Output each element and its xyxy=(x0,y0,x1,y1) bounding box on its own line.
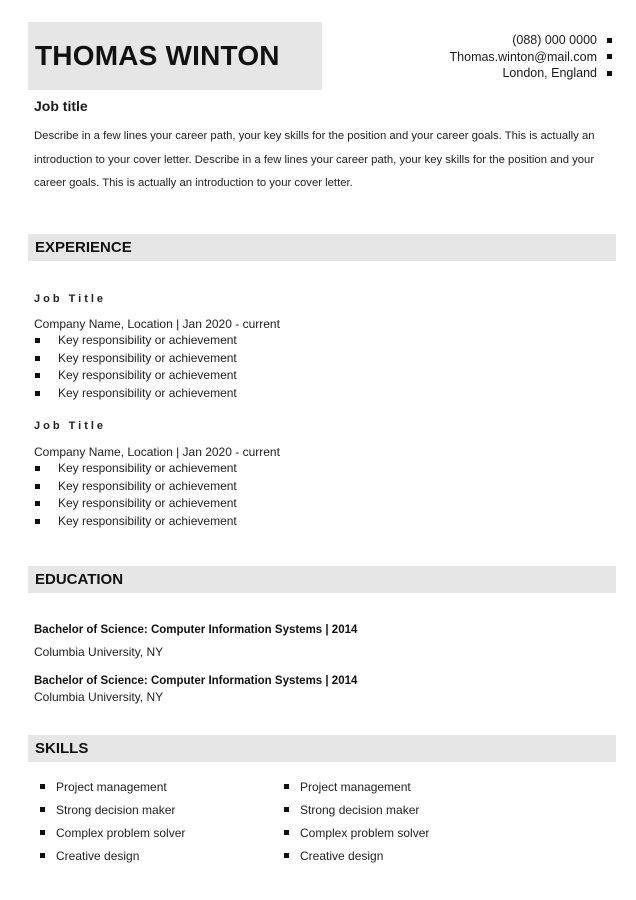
bullet-square-icon xyxy=(35,484,40,489)
list-item: Creative design xyxy=(36,845,185,868)
list-item: Project management xyxy=(280,776,429,799)
skills-heading: SKILLS xyxy=(35,740,89,757)
list-item: Key responsibility or achievement xyxy=(34,350,237,368)
job-1-title: Job Title xyxy=(34,293,107,305)
education-2-degree: Bachelor of Science: Computer Information Systems | 2014 xyxy=(34,675,358,687)
list-item: Creative design xyxy=(280,845,429,868)
bullet-square-icon xyxy=(35,466,40,471)
name-banner xyxy=(28,22,322,90)
skills-list-left xyxy=(36,776,185,868)
bullet-square-icon xyxy=(35,501,40,506)
candidate-name: THOMAS WINTON xyxy=(35,40,280,71)
skills-list-right xyxy=(280,776,429,868)
contact-location: London, England xyxy=(502,66,597,80)
bullet-square-icon xyxy=(284,784,289,789)
contact-phone-row xyxy=(450,32,612,49)
list-item: Key responsibility or achievement xyxy=(34,495,237,513)
skills-section-header xyxy=(28,735,616,762)
list-item: Key responsibility or achievement xyxy=(34,385,237,403)
list-item: Key responsibility or achievement xyxy=(34,332,237,350)
bullet-square-icon xyxy=(607,71,612,76)
education-2-school: Columbia University, NY xyxy=(34,690,164,704)
bullet-square-icon xyxy=(35,391,40,396)
list-item: Key responsibility or achievement xyxy=(34,460,237,478)
list-item: Key responsibility or achievement xyxy=(34,478,237,496)
bullet-square-icon xyxy=(607,38,612,43)
job-1-bullets xyxy=(34,332,237,402)
bullet-square-icon xyxy=(607,54,612,59)
bullet-square-icon xyxy=(35,373,40,378)
bullet-square-icon xyxy=(40,853,45,858)
contact-email: Thomas.winton@mail.com xyxy=(449,49,597,64)
bullet-square-icon xyxy=(35,519,40,524)
list-item: Key responsibility or achievement xyxy=(34,367,237,385)
bullet-square-icon xyxy=(40,807,45,812)
bullet-square-icon xyxy=(40,830,45,835)
education-section-header xyxy=(28,566,616,593)
contact-phone: (088) 000 0000 xyxy=(512,33,597,47)
profile-job-title: Job title xyxy=(34,98,88,114)
bullet-square-icon xyxy=(284,830,289,835)
job-2-title: Job Title xyxy=(34,420,107,432)
list-item: Complex problem solver xyxy=(36,822,185,845)
bullet-square-icon xyxy=(284,853,289,858)
bullet-square-icon xyxy=(284,807,289,812)
job-2-bullets xyxy=(34,460,237,530)
education-heading: EDUCATION xyxy=(35,571,124,588)
bullet-square-icon xyxy=(35,356,40,361)
education-1-degree: Bachelor of Science: Computer Information Systems | 2014 xyxy=(34,624,358,636)
list-item: Strong decision maker xyxy=(36,799,185,822)
education-1-school: Columbia University, NY xyxy=(34,645,164,659)
list-item: Strong decision maker xyxy=(280,799,429,822)
list-item: Key responsibility or achievement xyxy=(34,513,237,531)
experience-section-header xyxy=(28,234,616,261)
profile-summary: Describe in a few lines your career path, your key skills for the position and your career goals. This is actually an introduction to your cover letter. Describe in a few lines your career path, your key skills for the position and your career goals. This is actually an introduction to your cover letter. xyxy=(34,130,595,189)
bullet-square-icon xyxy=(35,338,40,343)
bullet-square-icon xyxy=(40,784,45,789)
contact-location-row xyxy=(450,65,612,82)
job-1-company: Company Name, Location | Jan 2020 - current xyxy=(34,317,280,331)
list-item: Project management xyxy=(36,776,185,799)
experience-heading: EXPERIENCE xyxy=(35,239,132,256)
job-2-company: Company Name, Location | Jan 2020 - current xyxy=(34,445,280,459)
list-item: Complex problem solver xyxy=(280,822,429,845)
contact-email-row xyxy=(450,49,612,66)
contact-block xyxy=(450,32,612,82)
